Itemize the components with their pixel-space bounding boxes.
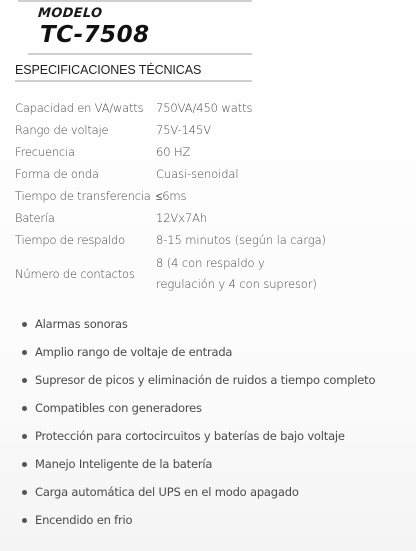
- spec-value-line: 8 (4 con respaldo y: [156, 256, 265, 270]
- spec-value: 8-15 minutos (según la carga): [156, 233, 326, 247]
- spec-row-transfer-time: [15, 186, 405, 208]
- bullet-icon: [22, 462, 27, 467]
- feature-text: Protección para cortocircuitos y baterías de bajo voltaje: [35, 429, 345, 443]
- bullet-icon: [22, 518, 27, 523]
- model-name: TC-7508: [40, 22, 150, 48]
- feature-text: Alarmas sonoras: [35, 317, 128, 331]
- spec-row-outlets: [15, 252, 405, 296]
- feature-text: Manejo Inteligente de la batería: [35, 457, 213, 471]
- model-label: MODELO: [37, 6, 103, 21]
- spec-value: 60 HZ: [156, 145, 191, 159]
- spec-value-line: regulación y 4 con supresor): [156, 277, 317, 291]
- section-title: ESPECIFICACIONES TÉCNICAS: [15, 63, 202, 77]
- spec-row-voltage-range: [15, 120, 405, 142]
- feature-item: [22, 394, 375, 422]
- section-divider: [15, 80, 252, 82]
- spec-label: Forma de onda: [15, 167, 99, 181]
- feature-text: Carga automática del UPS en el modo apagado: [35, 485, 299, 499]
- spec-row-frequency: [15, 142, 405, 164]
- spec-label: Rango de voltaje: [15, 123, 109, 137]
- feature-text: Amplio rango de voltaje de entrada: [35, 345, 233, 359]
- spec-table: [15, 98, 405, 296]
- spec-value: Cuasi-senoidal: [156, 167, 239, 181]
- feature-text: Encendido en frio: [35, 513, 133, 527]
- spec-value: ≤6ms: [156, 189, 187, 203]
- feature-list: [22, 310, 375, 534]
- feature-item: [22, 366, 375, 394]
- bullet-icon: [22, 378, 27, 383]
- spec-row-capacity: [15, 98, 405, 120]
- spec-value: 75V-145V: [156, 123, 211, 137]
- feature-item: [22, 450, 375, 478]
- spec-row-backup-time: [15, 230, 405, 252]
- spec-label: Tiempo de transferencia: [15, 189, 151, 203]
- spec-label: Capacidad en VA/watts: [15, 101, 144, 115]
- feature-item: [22, 422, 375, 450]
- bullet-icon: [22, 434, 27, 439]
- bullet-icon: [22, 406, 27, 411]
- bullet-icon: [22, 490, 27, 495]
- spec-label: Número de contactos: [15, 267, 135, 281]
- spec-row-battery: [15, 208, 405, 230]
- feature-item: [22, 338, 375, 366]
- spec-label: Batería: [15, 211, 55, 225]
- spec-value: 12Vx7Ah: [156, 211, 208, 225]
- model-divider: [28, 53, 252, 55]
- feature-item: [22, 478, 375, 506]
- feature-item: [22, 506, 375, 534]
- feature-text: Supresor de picos y eliminación de ruidos a tiempo completo: [35, 373, 376, 387]
- feature-text: Compatibles con generadores: [35, 401, 202, 415]
- spec-row-waveform: [15, 164, 405, 186]
- feature-item: [22, 310, 375, 338]
- top-divider: [18, 0, 252, 2]
- spec-value: [156, 253, 405, 295]
- spec-value: 750VA/450 watts: [156, 101, 253, 115]
- bullet-icon: [22, 322, 27, 327]
- bullet-icon: [22, 350, 27, 355]
- spec-label: Tiempo de respaldo: [15, 233, 125, 247]
- spec-label: Frecuencia: [15, 145, 75, 159]
